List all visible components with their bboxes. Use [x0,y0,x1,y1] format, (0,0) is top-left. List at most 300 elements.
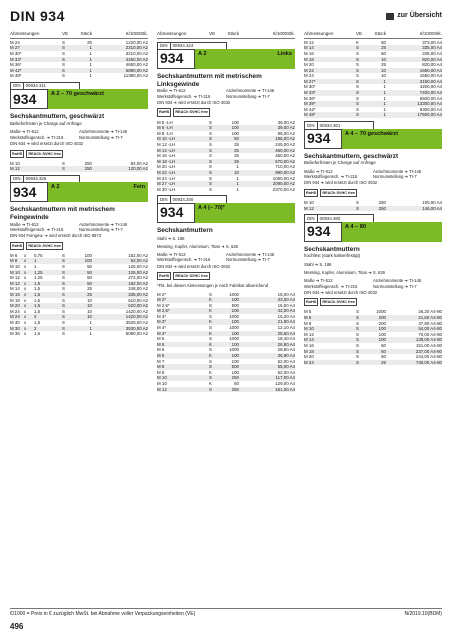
din-label [10,82,80,90]
cell-price: 1420,00 A2 [125,314,148,320]
cell-price: 272,00 A2 [128,275,148,281]
cell-qty: 250 [231,386,239,392]
din-block [304,121,442,149]
cell-pitch: 2 [34,325,37,331]
cell-qty: 50 [381,354,386,360]
cell-dim: M 2,5* [157,302,170,308]
cell-ve: S [62,166,65,172]
cell-ve: S [62,73,65,79]
norm-note: DIN 934 Feingew. ➔ wird ersetzt durch ISO 8673 [10,233,102,239]
table-row [304,112,442,118]
cell-price: 92,00 A2 [130,258,148,264]
cell-x: x [24,325,27,331]
cell-pitch: 0,75 [34,252,43,258]
compliance-badges [304,189,442,197]
section-title: Sechskantmuttern mit metrischem Feingewinde [10,206,115,222]
page-title: DIN 934 [10,8,65,24]
cell-x: x [24,258,27,264]
cell-qty: 100 [84,258,92,264]
cell-qty: 100 [231,358,239,364]
tech-refs [304,169,442,180]
cell-ve: S [209,325,212,331]
cell-dim: M 2* [157,291,167,297]
tech-ref-link[interactable]: Normumstellung ➔ TI-7 [226,93,270,99]
cell-dim: M 20 -LH [157,164,176,170]
article-code: 00934.380 [319,215,341,221]
cell-pitch: 1,25 [34,275,43,281]
cell-ve: S [356,326,359,332]
material-bar [342,222,442,242]
cell-qty: 1 [89,320,92,326]
cell-ve: S [62,275,65,281]
table-row [157,187,295,193]
cell-qty: 25 [87,39,92,45]
tech-ref-link[interactable]: Anziehmomente ➔ TI-146 [79,221,128,227]
din-banner [10,89,148,109]
steel-ref: Stahl ➔ S. 188 [304,261,332,267]
cell-price: 5080,00 A2 [125,331,148,337]
cell-qty: 25 [87,292,92,298]
cell-pitch: 1,5 [34,286,41,292]
cell-price: 39,00 A2 [277,119,295,125]
tech-ref-link[interactable]: Anziehmomente ➔ TI-146 [226,252,275,257]
cell-pitch: 1,25 [34,269,43,275]
tech-refs [10,222,148,233]
cell-dim: M 24 [10,39,20,45]
cell-ve: S [62,56,65,62]
cell-dim: M 20 [10,303,20,309]
cell-ve: S [62,160,65,166]
cell-ve: K [209,341,212,347]
material-grade: A 4 – 80 [345,223,366,230]
rohs-badge: RoHS [304,298,318,306]
cell-dim: M 10 [304,326,314,332]
cell-price: 373,00 A4 [422,39,442,45]
tech-ref-link[interactable]: Werkstoffeigensch. ➔ TI-216 [10,227,64,233]
cell-dim: M 3* [157,319,167,325]
cell-ve: S [356,199,359,205]
cell-dim: M 24 -LH [157,175,176,181]
tech-ref-link[interactable]: Normumstellung ➔ TI-7 [79,227,123,233]
cell-ve: S [356,337,359,343]
cell-dim: M 42* [304,106,316,112]
tech-ref-link[interactable]: Anziehmomente ➔ TI-146 [226,88,275,94]
tech-ref-link[interactable]: Normumstellung ➔ TI-7 [373,283,417,289]
cell-qty: 1 [236,186,239,192]
cell-qty: 500 [231,302,239,308]
cell-x: x [24,264,27,270]
cell-qty: 50 [87,264,92,270]
cell-dim: M 27* [304,78,316,84]
cell-ve: S [62,280,65,286]
cell-ve: S [62,50,65,56]
cell-x: x [24,297,27,303]
tech-ref-link[interactable]: Normumstellung ➔ TI-7 [226,257,270,263]
din-number: 934 [304,222,342,242]
cell-price: 15,20 A4 [277,313,295,319]
cell-dim: M 8 [10,258,18,264]
cell-dim: M 24 [304,73,314,79]
cell-price: 16,50 A4 [277,302,295,308]
cell-price: 6880,00 A2 [125,67,148,73]
cell-price: 152,00 A2 [128,252,148,258]
cell-ve: S [356,331,359,337]
cell-dim: M 14 [304,45,314,51]
cell-ve: K [209,353,212,359]
material-bar [195,203,295,223]
cell-qty: 100 [84,252,92,258]
cell-pitch: 1 [34,264,37,270]
cell-dim: M 6 [304,315,312,321]
tech-ref-link[interactable]: Werkstoffeigensch. ➔ TI-216 [304,174,358,180]
cell-qty: 1 [383,106,386,112]
cell-price: 21,90 A4 [277,319,295,325]
cell-ve: S [356,67,359,73]
section-title: Sechskantmuttern, geschwärzt [304,152,399,160]
cell-pitch: 1,5 [34,297,41,303]
cell-dim: M 8 [157,369,165,375]
cell-qty: 50 [381,348,386,354]
tech-ref-link[interactable]: Normumstellung ➔ TI-7 [79,134,123,140]
table-row [157,387,295,393]
cell-price: 248,00 A2 [128,286,148,292]
tech-refs [157,252,295,263]
section-title: Sechskantmuttern, geschwärzt [10,113,105,121]
cell-qty: 100 [378,326,386,332]
article-code: 00934.324 [172,43,194,49]
cell-dim: M 12 -LH [157,142,176,148]
cell-ve: S [62,297,65,303]
cell-qty: 25 [381,45,386,51]
tech-ref-link[interactable]: Normumstellung ➔ TI-7 [373,174,417,180]
cell-ve: S [62,45,65,51]
cell-dim: M 48* [304,112,316,118]
norm-note: DIN 934 ➔ wird ersetzt durch ISO 4032 [304,290,378,295]
cell-ve: K [209,319,212,325]
cell-dim: M 12 [10,166,20,172]
cell-qty: 100 [231,353,239,359]
din-label [10,175,80,183]
compliance-badges [157,272,295,280]
rohs-badge: RoHS [157,108,171,116]
cell-ve: S [209,386,212,392]
din-block [157,42,295,70]
cell-price: 610,00 A2 [128,297,148,303]
col-header-price: €/1000Stk. [420,31,442,36]
cell-x: x [24,269,27,275]
cell-dim: M 12 [10,280,20,286]
article-code: 00934.361 [319,122,341,128]
cell-price: 335,00 A4 [422,50,442,56]
page-footer [10,608,442,617]
rohs-badge: RoHS [157,272,171,280]
cell-x: x [24,308,27,314]
cell-dim: M 27 [10,45,20,51]
cell-dim: M 5 [157,336,165,342]
tech-ref-link[interactable]: Maße ➔ TI-612 [157,252,186,257]
cell-dim: M 10 [157,381,167,387]
cell-price: 129,00 A4 [275,381,295,387]
cell-price: 21,60 A4-80 [418,315,442,321]
cell-ve: S [356,78,359,84]
din-tag: DIN [158,43,171,50]
cell-qty: 50 [234,136,239,142]
din-tag: DIN [158,196,171,203]
menu-icon [386,13,394,20]
cell-dim: M 18 -LH [157,158,176,164]
tech-ref-link[interactable]: Maße ➔ TI-612 [10,129,39,135]
cell-x: x [24,303,27,309]
cell-ve: S [356,106,359,112]
din-number: 934 [157,49,195,69]
cell-ve: K [209,330,212,336]
reach-badge: REACh SVHC free [26,150,63,158]
cell-qty: 10 [87,297,92,303]
cell-ve: S [209,164,212,170]
table-row [304,206,442,212]
cell-price: 1650,00 A4 [419,67,442,73]
cell-price: 3150,00 A4 [419,78,442,84]
cell-dim: M 12 [304,205,314,211]
cell-price: 740,00 A4-80 [415,359,442,365]
cell-price: 39,00 A2 [277,125,295,131]
cell-pitch: 1,5 [34,308,41,314]
cell-ve: S [356,348,359,354]
cell-ve: S [62,303,65,309]
column-b [157,30,295,392]
tech-ref-link[interactable]: Werkstoffeigensch. ➔ TI-216 [10,134,64,140]
cell-qty: 10 [234,170,239,176]
tech-ref-link[interactable]: Anziehmomente ➔ TI-146 [373,168,422,174]
section-subtitle: Beilieferfristen je Charge auf Anfrage [304,160,376,166]
section-title: Sechskantmuttern mit metrischem Linksgewinde [157,73,262,88]
cell-ve: S [209,364,212,370]
cell-price: 18,40 A4 [277,336,295,342]
cell-price: 335,00 A4 [422,45,442,51]
tech-ref-link[interactable]: Werkstoffeigensch. ➔ TI-216 [304,283,358,289]
cell-qty: 1 [383,112,386,118]
cell-ve: S [356,45,359,51]
cell-ve: S [209,347,212,353]
cell-pitch: 2 [34,314,37,320]
cell-price: 151,00 A4-80 [415,343,442,349]
din-label [304,121,374,129]
cell-pitch: 1,5 [34,303,41,309]
cell-dim: M 12 [157,386,167,392]
section-title: Sechskantmuttern [157,226,213,234]
cell-dim: M 20 [304,354,314,360]
cell-ve: S [356,56,359,62]
cell-price: 460,00 A2 [275,153,295,159]
cell-price: 7400,00 A4 [419,90,442,96]
cell-price: 2090,00 A2 [272,181,295,187]
cell-price: 84,00 A2 [130,160,148,166]
cell-price: 42,00 A4 [277,308,295,314]
cell-ve: S [356,315,359,321]
cell-dim: M 36 [10,331,20,337]
norm-note: DIN 934 ➔ wird ersetzt durch ISO 4032 [157,263,231,269]
cell-ve: S [356,84,359,90]
cell-dim: M 14 [10,286,20,292]
reach-badge: REACh SVHC free [173,272,210,280]
cell-x: x [24,292,27,298]
cell-dim: M 10 [10,269,20,275]
cell-ve: K [209,297,212,303]
col-header-qty: Stück [227,31,239,36]
tech-ref-link[interactable]: Maße ➔ TI-612 [157,88,186,94]
cell-ve: S [356,62,359,68]
cell-price: 3530,00 A2 [125,320,148,326]
cell-qty: 10 [87,308,92,314]
cell-qty: 100 [231,130,239,136]
cell-dim: M 24 [10,314,20,320]
material-bar [195,49,295,69]
cell-ve: S [62,264,65,270]
cell-ve: K [209,381,212,387]
cell-qty: 1 [89,325,92,331]
cell-qty: 250 [378,205,386,211]
cell-ve: S [209,130,212,136]
cell-dim: M 4* [157,330,167,336]
material-ref: Messing, Kupfer, Aluminium, Titan ➔ S. 626 [157,243,239,249]
cell-qty: 1 [236,181,239,187]
cell-ve: S [356,90,359,96]
table-header [10,30,148,39]
thread-type: Fein [133,184,145,191]
table-row [10,73,148,79]
cell-price: 37,80 A4-80 [418,320,442,326]
cell-price: 4250,00 A2 [125,56,148,62]
rohs-badge: RoHS [10,242,24,250]
cell-ve: S [209,170,212,176]
cell-qty: 100 [231,330,239,336]
norm-note: DIN 934 ➔ wird ersetzt durch ISO 4032 [157,100,231,106]
cell-dim: M 27 -LH [157,181,176,187]
cell-dim: M 33* [304,90,316,96]
cell-price: 6500,00 A4 [419,95,442,101]
compliance-badges [157,108,295,116]
page-header [10,6,442,28]
cell-price: 25,50 A4 [277,330,295,336]
material-bar [48,89,148,109]
section-subtitle: Beilieferfristen je Charge auf Anfrage [10,120,82,126]
cell-dim: M 6 -LH [157,125,173,131]
tech-ref-link[interactable]: Maße ➔ TI-612 [304,278,333,284]
cell-dim: M 30* [10,50,22,56]
tech-ref-link[interactable]: Anziehmomente ➔ TI-146 [79,129,128,135]
cell-qty: 50 [381,343,386,349]
cell-price: 54,00 A4-80 [418,326,442,332]
din-banner [304,129,442,149]
column-a [10,30,148,337]
steel-ref: Stahl ➔ S. 188 [157,235,185,241]
cell-price: 460,00 A2 [275,147,295,153]
tech-ref-link[interactable]: Anziehmomente ➔ TI-146 [373,278,422,284]
cell-ve: K [356,39,359,45]
cell-ve: S [209,181,212,187]
cell-price: 570,00 A2 [275,158,295,164]
cell-qty: 25 [381,359,386,365]
rohs-badge: RoHS [304,189,318,197]
cell-qty: 200 [378,320,386,326]
cell-ve: S [356,101,359,107]
cell-price: 161,00 A4 [275,386,295,392]
cell-dim: M 6 [157,353,165,359]
cell-price: 138,00 A4-80 [415,337,442,343]
cell-price: 26,20 A4-80 [418,309,442,315]
cell-ve: S [209,175,212,181]
cell-ve: S [62,67,65,73]
col-header-ve: VE [356,31,363,36]
din-tag: DIN [305,215,318,222]
cell-qty: 1 [383,78,386,84]
cell-dim: M 4* [157,325,167,331]
cell-price: 1650,00 A4 [419,73,442,79]
column-c [304,30,442,365]
din-block [10,82,148,110]
tech-ref-link[interactable]: Maße ➔ TI-612 [304,168,333,174]
din-block [10,175,148,203]
cell-qty: 1 [383,90,386,96]
cell-ve: S [62,308,65,314]
col-header-qty: Stück [80,31,92,36]
reach-badge: REACh SVHC free [320,298,357,306]
footnote: *Fkt. bei diesen Abmessungen je nach Fabrikat abweichend [157,283,269,289]
tech-ref-link[interactable]: Werkstoffeigensch. ➔ TI-216 [157,257,211,263]
cell-price: 620,00 A2 [128,303,148,309]
cell-dim: M 16 [10,292,20,298]
cell-dim: M 8 [157,364,165,370]
cell-ve: S [209,186,212,192]
cell-dim: M 8 -LH [157,130,173,136]
material-bar [48,182,148,202]
cell-dim: M 42* [10,67,22,73]
cell-qty: 50 [87,280,92,286]
cell-qty: 50 [381,50,386,56]
cell-ve: S [356,112,359,118]
tech-refs [157,88,295,99]
cell-ve: S [62,325,65,331]
material-bar [342,129,442,149]
cell-price: 9300,00 A4 [419,106,442,112]
material-ref: Messing, Kupfer, Aluminium, Titan ➔ S. 626 [304,269,386,275]
cell-qty: 100 [231,341,239,347]
cell-dim: M 36* [10,62,22,68]
cell-ve: S [62,320,65,326]
tech-ref-link[interactable]: Werkstoffeigensch. ➔ TI-216 [157,93,211,99]
col-header-price: €/1000Stk. [273,31,295,36]
cell-price: 1420,00 A2 [125,308,148,314]
article-code: 00934.340 [172,196,194,202]
din-label [157,42,227,50]
cell-dim: M 2* [157,297,167,303]
cell-ve: S [62,39,65,45]
cell-ve: S [209,313,212,319]
cell-qty: 10 [87,314,92,320]
cell-price: 43,50 A4 [277,297,295,303]
cell-qty: 1 [383,84,386,90]
cell-ve: S [209,302,212,308]
cell-dim: M 10 -LH [157,136,176,142]
overview-label: zur Übersicht [397,12,442,19]
rohs-badge: RoHS [10,150,24,158]
table-header [304,30,442,39]
overview-link[interactable] [386,12,442,21]
col-header-price: €/1000Stk. [126,31,148,36]
cell-price: 62,00 A4 [277,369,295,375]
cell-price: 245,00 A2 [275,142,295,148]
tech-ref-link[interactable]: Maße ➔ TI-612 [10,221,39,227]
